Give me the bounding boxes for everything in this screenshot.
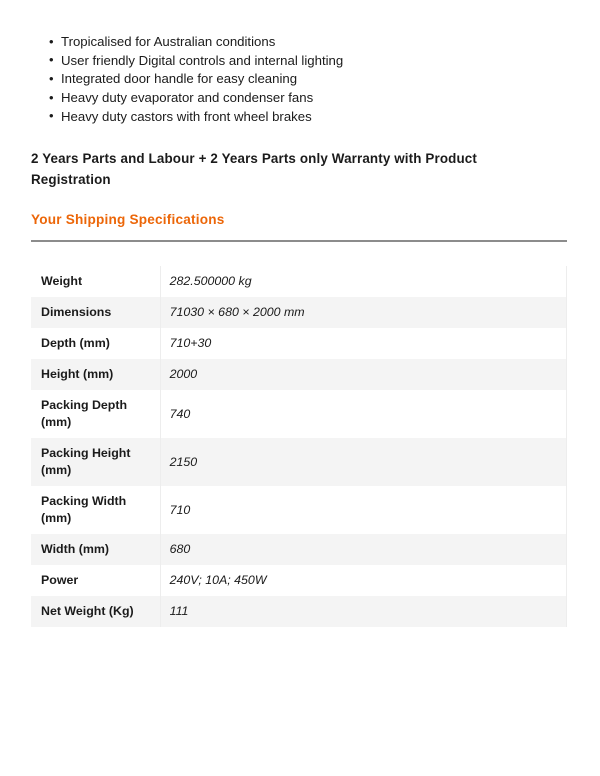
spec-value: 240V; 10A; 450W — [169, 573, 267, 587]
warranty-statement: 2 Years Parts and Labour + 2 Years Parts only Warranty with Product Registration — [31, 151, 477, 187]
table-row — [31, 266, 567, 297]
spec-value: 2000 — [169, 367, 198, 381]
list-item: • Integrated door handle for easy cleaning — [61, 70, 567, 88]
spec-label: Packing Height (mm) — [31, 438, 160, 486]
spec-value: 111 — [169, 604, 189, 618]
table-row — [31, 390, 567, 438]
spec-label: Height (mm) — [31, 359, 160, 390]
spec-value: 710+30 — [169, 336, 212, 350]
table-row — [31, 565, 567, 596]
list-item: • Heavy duty evaporator and condenser fans — [61, 89, 567, 107]
spec-label: Net Weight (Kg) — [31, 596, 160, 627]
list-item: • Tropicalised for Australian conditions — [61, 33, 567, 51]
table-row — [31, 534, 567, 565]
section-divider — [31, 240, 567, 242]
spec-label: Depth (mm) — [31, 328, 160, 359]
spec-value: 71030 × 680 × 2000 mm — [169, 305, 305, 319]
list-item: • User friendly Digital controls and internal lighting — [61, 52, 567, 70]
spec-value: 710 — [169, 502, 191, 517]
list-item: • Heavy duty castors with front wheel brakes — [61, 108, 567, 126]
spec-value: 740 — [169, 406, 191, 421]
table-row — [31, 438, 567, 486]
spec-label: Width (mm) — [31, 534, 160, 565]
product-feature-list — [31, 33, 567, 127]
spec-label: Packing Width (mm) — [31, 486, 160, 534]
table-row — [31, 359, 567, 390]
table-row — [31, 328, 567, 359]
spec-value: 282.500000 kg — [169, 274, 252, 288]
page-title: Your Shipping Specifications — [31, 212, 225, 227]
spec-label: Dimensions — [31, 297, 160, 328]
spec-label: Weight — [31, 266, 160, 297]
spec-value: 680 — [169, 542, 191, 556]
spec-label: Packing Depth (mm) — [31, 390, 160, 438]
spec-value: 2150 — [169, 454, 198, 469]
shipping-specifications-table-wrapper — [31, 266, 567, 627]
spec-table-body — [31, 266, 567, 627]
table-row — [31, 596, 567, 627]
spec-label: Power — [31, 565, 160, 596]
shipping-specifications-table — [31, 266, 567, 627]
table-row — [31, 297, 567, 328]
table-row — [31, 486, 567, 534]
